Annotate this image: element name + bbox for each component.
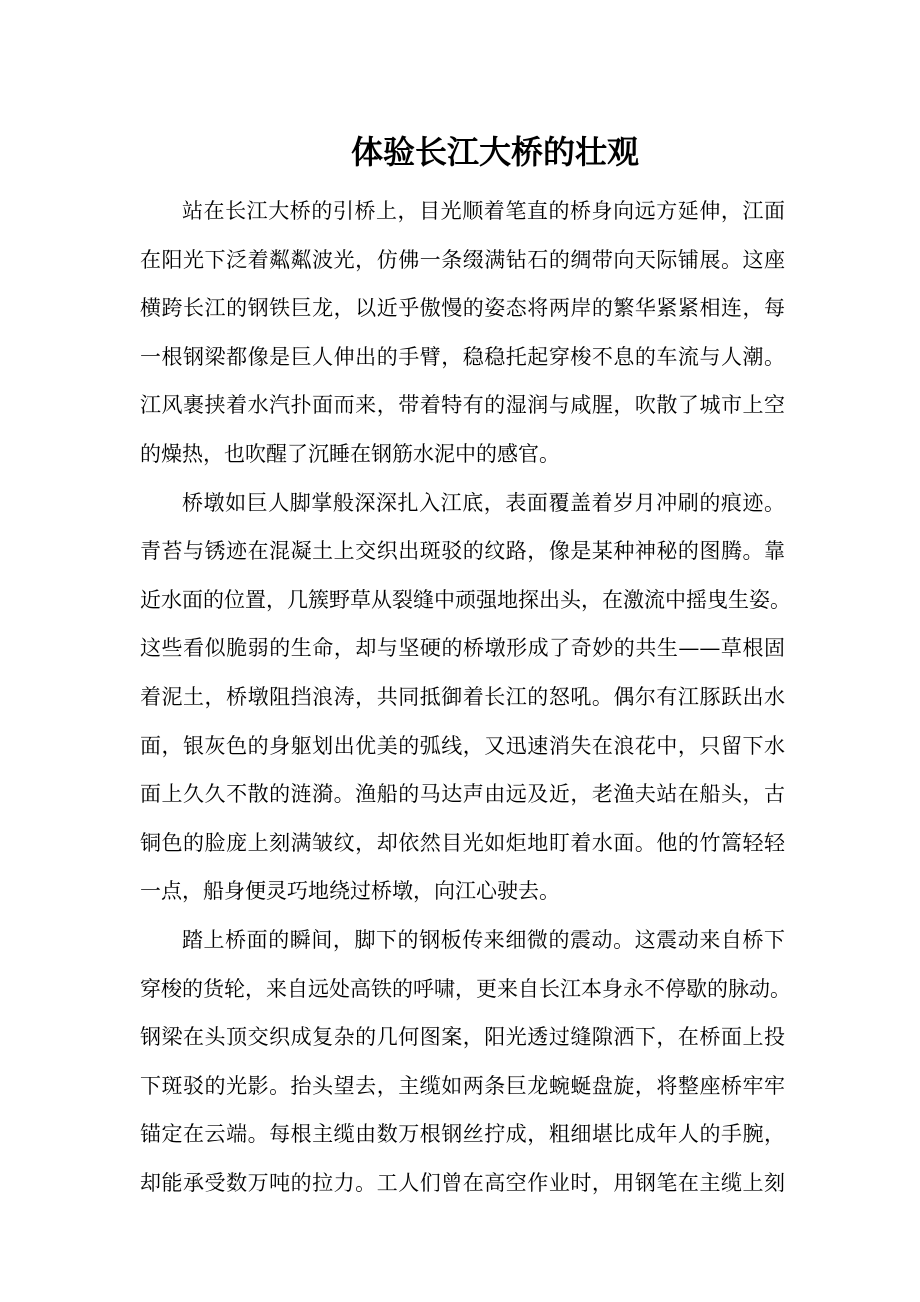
document-title: 体验长江大桥的壮观 [350,133,639,171]
paragraph-3 [140,916,791,1208]
text-line: 面上久久不散的涟漪。渔船的马达声由远及近，老渔夫站在船头，古 [140,782,785,807]
text-line: 一根钢梁都像是巨人伸出的手臂，稳稳托起穿梭不息的车流与人潮。 [140,344,785,369]
text-line: 的燥热，也吹醒了沉睡在钢筋水泥中的感官。 [140,441,560,466]
text-line: 这些看似脆弱的生命，却与坚硬的桥墩形成了奇妙的共生——草根固 [140,636,785,661]
paragraph-2 [140,479,791,916]
text-line: 青苔与锈迹在混凝土上交织出斑驳的纹路，像是某种神秘的图腾。靠 [140,539,785,564]
text-line: 钢梁在头顶交织成复杂的几何图案，阳光透过缝隙洒下，在桥面上投 [140,1025,785,1050]
text-line: 面，银灰色的身躯划出优美的弧线，又迅速消失在浪花中，只留下水 [140,733,785,758]
text-line: 近水面的位置，几簇野草从裂缝中顽强地探出头，在激流中摇曳生姿。 [140,587,791,612]
text-line: 在阳光下泛着粼粼波光，仿佛一条缀满钻石的绸带向天际铺展。这座 [140,247,785,272]
paragraph-1 [140,187,785,479]
text-line: 一点，船身便灵巧地绕过桥墩，向江心驶去。 [140,879,560,904]
text-line: 桥墩如巨人脚掌般深深扎入江底，表面覆盖着岁月冲刷的痕迹。 [182,490,785,515]
text-line: 铜色的脸庞上刻满皱纹，却依然目光如炬地盯着水面。他的竹篙轻轻 [140,830,785,855]
text-line: 横跨长江的钢铁巨龙，以近乎傲慢的姿态将两岸的繁华紧紧相连，每 [140,296,785,321]
text-line: 站在长江大桥的引桥上，目光顺着笔直的桥身向远方延伸，江面 [182,199,785,223]
text-line: 下斑驳的光影。抬头望去，主缆如两条巨龙蜿蜒盘旋，将整座桥牢牢 [140,1073,785,1098]
text-line: 锚定在云端。每根主缆由数万根钢丝拧成，粗细堪比成年人的手腕， [140,1122,785,1147]
document-body [140,187,791,1207]
text-line: 着泥土，桥墩阻挡浪涛，共同抵御着长江的怒吼。偶尔有江豚跃出水 [140,684,785,709]
text-line: 踏上桥面的瞬间，脚下的钢板传来细微的震动。这震动来自桥下 [182,927,785,952]
text-line: 江风裹挟着水汽扑面而来，带着特有的湿润与咸腥，吹散了城市上空 [140,393,785,418]
text-line: 却能承受数万吨的拉力。工人们曾在高空作业时，用钢笔在主缆上刻 [140,1170,785,1195]
text-line: 穿梭的货轮，来自远处高铁的呼啸，更来自长江本身永不停歇的脉动。 [140,976,791,1001]
